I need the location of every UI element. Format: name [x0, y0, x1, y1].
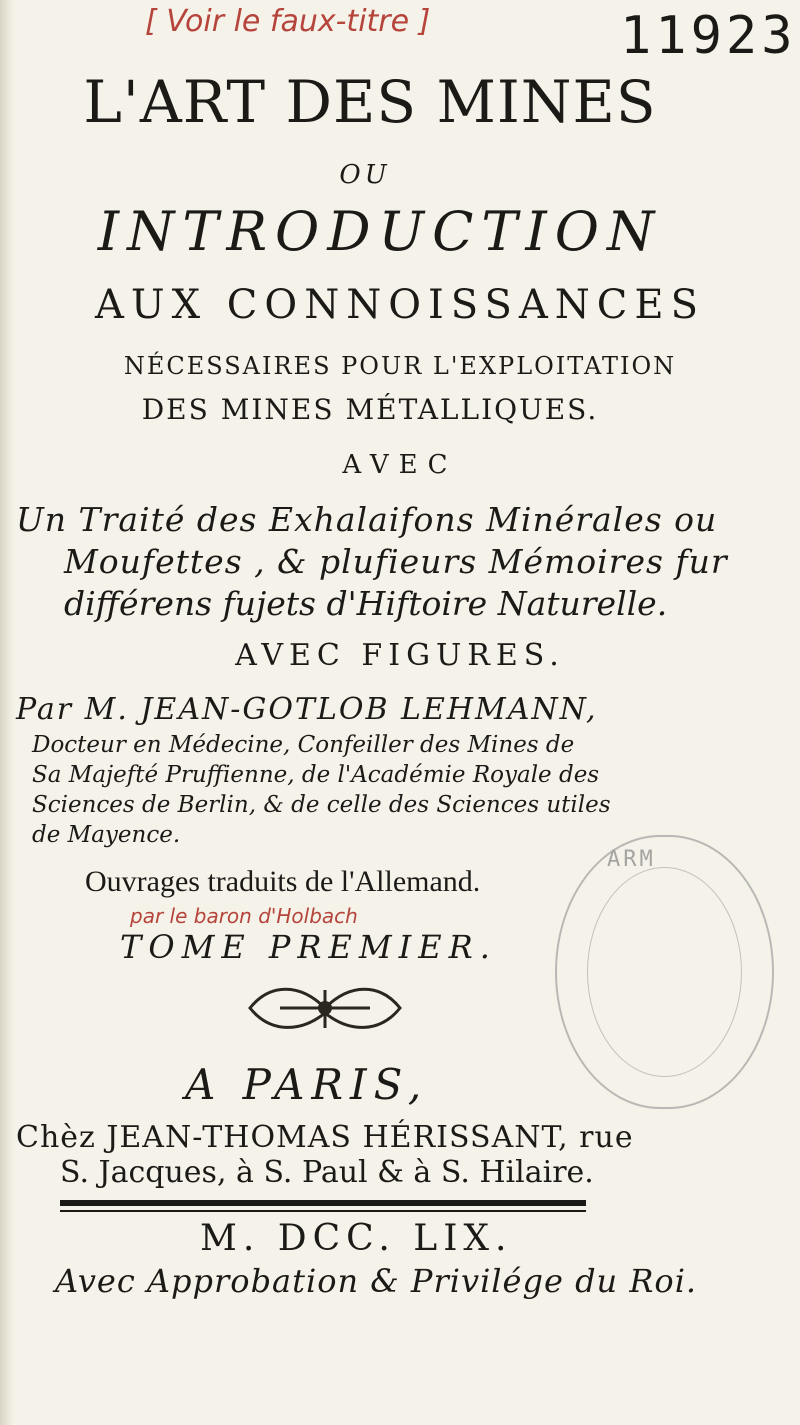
chez-line-1: Chèz JEAN-THOMAS HÉRISSANT, rue [16, 1120, 634, 1155]
author-line-4: Sciences de Berlin, & de celle des Sciences utiles [32, 792, 611, 818]
stamp-lettering: ARM [607, 847, 656, 872]
author-line-2: Docteur en Médecine, Confeiller des Mines de [32, 732, 575, 758]
tome-premier: TOME PREMIER. [120, 928, 497, 966]
traite-line-2: Moufettes , & plufieurs Mémoires fur [64, 542, 728, 581]
traite-line-3: différens fujets d'Hiftoire Naturelle. [64, 584, 668, 623]
handwritten-note: [ Voir le faux-titre ] [145, 4, 431, 39]
title-necessaires: NÉCESSAIRES POUR L'EXPLOITATION [123, 352, 677, 380]
author-line-3: Sa Majefté Pruffienne, de l'Académie Royale des [32, 762, 600, 788]
library-stamp [555, 835, 774, 1109]
avec-label: AVEC [342, 450, 458, 480]
title-ou: OU [339, 160, 391, 190]
chez-line-2: S. Jacques, à S. Paul & à S. Hilaire. [60, 1155, 594, 1190]
stamp-inner-ring [587, 867, 742, 1077]
call-number: 11923 [620, 6, 797, 66]
traite-line-1: Un Traité des Exhalaifons Minérales ou [16, 500, 718, 539]
a-paris: A PARIS, [185, 1060, 429, 1109]
title-des-mines: DES MINES MÉTALLIQUES. [141, 393, 599, 426]
title-introduction: INTRODUCTION [97, 200, 663, 263]
avec-figures: AVEC FIGURES. [235, 638, 565, 673]
author-line-1: Par M. JEAN-GOTLOB LEHMANN, [16, 692, 598, 727]
translator-note: par le baron d'Holbach [130, 904, 358, 928]
printer-ornament [240, 978, 410, 1052]
title-main: L'ART DES MINES [83, 68, 657, 136]
approbation-line: Avec Approbation & Privilége du Roi. [55, 1262, 698, 1300]
author-line-5: de Mayence. [32, 822, 181, 848]
ornament-icon [240, 978, 410, 1048]
double-rule [60, 1200, 586, 1212]
ouvrages-traduits: Ouvrages traduits de l'Allemand. [85, 865, 481, 898]
title-aux-connoissances: AUX CONNOISSANCES [95, 282, 705, 328]
year-imprint: M. DCC. LIX. [200, 1218, 513, 1259]
